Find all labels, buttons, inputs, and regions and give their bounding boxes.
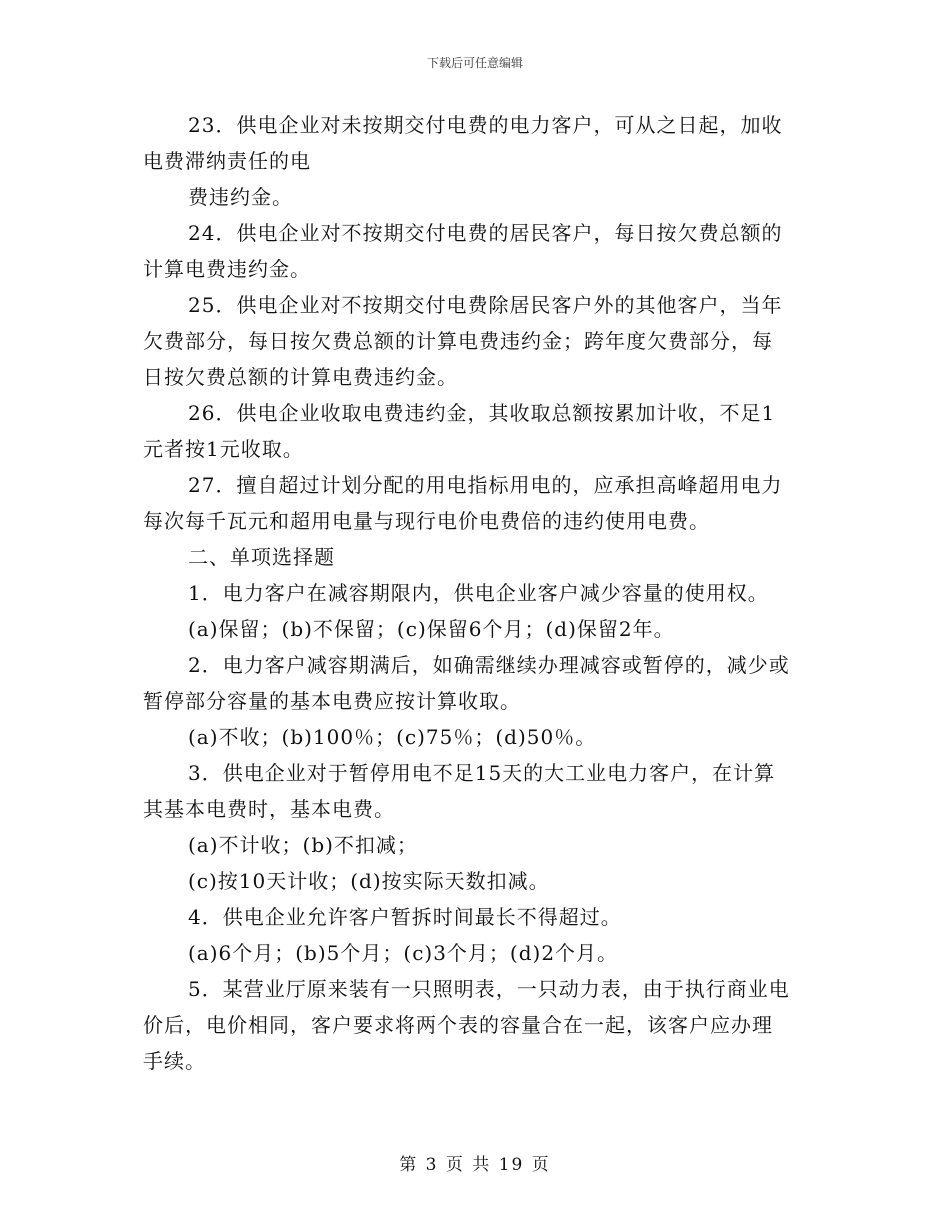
- text-line: 1．电力客户在减容期限内，供电企业客户减少容量的使用权。: [188, 581, 769, 605]
- text-line: 27．擅自超过计划分配的用电指标用电的，应承担高峰超用电力: [188, 473, 783, 497]
- text-line: 手续。: [143, 1049, 206, 1073]
- text-line: 计算电费违约金。: [143, 257, 311, 281]
- page-footer: 第 3 页 共 19 页: [399, 1155, 551, 1175]
- text-line: 25．供电企业对不按期交付电费除居民客户外的其他客户，当年: [188, 293, 783, 317]
- text-line: (a)6个月；(b)5个月；(c)3个月；(d)2个月。: [188, 941, 619, 965]
- text-line: 暂停部分容量的基本电费应按计算收取。: [143, 689, 521, 713]
- text-line: 3．供电企业对于暂停用电不足15天的大工业电力客户，在计算: [188, 761, 776, 785]
- text-line: 其基本电费时，基本电费。: [143, 797, 395, 821]
- text-line: 26．供电企业收取电费违约金，其收取总额按累加计收，不足1: [188, 401, 776, 425]
- text-line: 每次每千瓦元和超用电量与现行电价电费倍的违约使用电费。: [143, 509, 710, 533]
- text-line: 日按欠费总额的计算电费违约金。: [143, 365, 458, 389]
- text-line: 24．供电企业对不按期交付电费的居民客户，每日按欠费总额的: [188, 221, 783, 245]
- text-line: 元者按1元收取。: [143, 437, 304, 461]
- document-body: [143, 107, 823, 1079]
- text-line: 欠费部分，每日按欠费总额的计算电费违约金；跨年度欠费部分，每: [143, 329, 773, 353]
- text-line: (a)不计收；(b)不扣减；: [188, 833, 418, 857]
- text-line: 4．供电企业允许客户暂拆时间最长不得超过。: [188, 905, 622, 929]
- text-line: 2．电力客户减容期满后，如确需继续办理减容或暂停的，减少或: [188, 653, 790, 677]
- text-line: 费违约金。: [188, 185, 293, 209]
- text-line: 电费滞纳责任的电: [143, 149, 311, 173]
- text-line: (a)保留；(b)不保留；(c)保留6个月；(d)保留2年。: [188, 617, 675, 641]
- text-line: (c)按10天计收；(d)按实际天数扣减。: [188, 869, 550, 893]
- text-line: 5．某营业厅原来装有一只照明表，一只动力表，由于执行商业电: [188, 977, 790, 1001]
- text-line: 二、单项选择题: [188, 545, 335, 569]
- text-line: 价后，电价相同，客户要求将两个表的容量合在一起，该客户应办理: [143, 1013, 773, 1037]
- text-line: 23．供电企业对未按期交付电费的电力客户，可从之日起，加收: [188, 113, 783, 137]
- text-line: (a)不收；(b)100％；(c)75％；(d)50％。: [188, 725, 597, 749]
- page-header: 下载后可任意编辑: [426, 56, 523, 70]
